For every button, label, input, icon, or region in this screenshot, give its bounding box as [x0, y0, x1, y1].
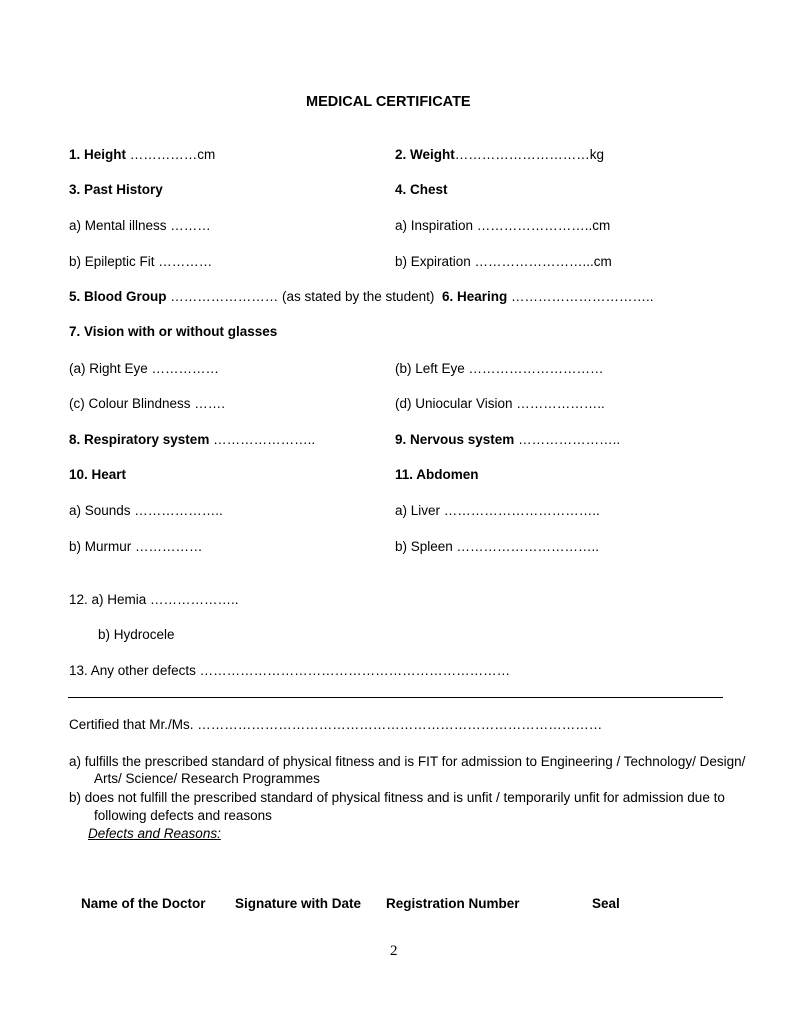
heart-heading: 10. Heart: [69, 467, 127, 482]
other-defects-field: 13. Any other defects ……………………………………………………………: [69, 663, 511, 678]
hearing-label: 6. Hearing: [442, 289, 508, 304]
respiratory-field: [69, 432, 315, 448]
left-eye-field: (b) Left Eye …………………………: [395, 361, 604, 376]
past-history-heading: 3. Past History: [69, 182, 163, 197]
liver-field: a) Liver ……………………………..: [395, 503, 600, 518]
blood-group-blank: …………………… (as stated by the student): [166, 289, 435, 304]
expiration-field: b) Expiration ……………………...cm: [395, 254, 612, 269]
option-b-line1: b) does not fulfill the prescribed standard of physical fitness and is unfit / temporarily unfit for admission due to: [69, 790, 725, 805]
mental-illness-field: a) Mental illness ………: [69, 218, 211, 233]
blood-group-label: 5. Blood Group: [69, 289, 167, 304]
seal-label: Seal: [592, 896, 620, 911]
hemia-field: 12. a) Hemia ………………..: [69, 592, 239, 607]
murmur-field: b) Murmur ……………: [69, 539, 203, 554]
uniocular-vision-field: (d) Uniocular Vision ………………..: [395, 396, 605, 411]
respiratory-blank: …………………..: [209, 432, 316, 447]
nervous-blank: …………………..: [514, 432, 621, 447]
hearing-blank: …………………………..: [507, 289, 654, 304]
page-number: 2: [390, 943, 398, 959]
nervous-field: [395, 432, 620, 448]
hearing-field: [442, 289, 654, 305]
signature-date-label: Signature with Date: [235, 896, 362, 911]
doctor-name-label: Name of the Doctor: [81, 896, 206, 911]
inspiration-field: a) Inspiration ……………………..cm: [395, 218, 611, 233]
spleen-field: b) Spleen …………………………..: [395, 539, 600, 554]
option-b-line2: following defects and reasons: [94, 808, 272, 823]
registration-number-label: Registration Number: [386, 896, 520, 911]
certified-line: Certified that Mr./Ms. ………………………………………………………………………………: [69, 717, 603, 732]
colour-blindness-field: (c) Colour Blindness …….: [69, 396, 226, 411]
hydrocele-field: b) Hydrocele: [98, 627, 175, 642]
blood-group-field: [69, 289, 434, 305]
page-title: MEDICAL CERTIFICATE: [306, 94, 471, 110]
nervous-label: 9. Nervous system: [395, 432, 515, 447]
option-a-line2: Arts/ Science/ Research Programmes: [94, 771, 320, 786]
sounds-field: a) Sounds ………………..: [69, 503, 223, 518]
divider-line: [68, 697, 723, 698]
defects-reasons-label: Defects and Reasons:: [88, 826, 221, 841]
weight-field: [395, 147, 604, 163]
right-eye-field: (a) Right Eye ……………: [69, 361, 220, 376]
epileptic-fit-field: b) Epileptic Fit …………: [69, 254, 213, 269]
height-label: 1. Height: [69, 147, 127, 162]
vision-heading: 7. Vision with or without glasses: [69, 324, 278, 339]
respiratory-label: 8. Respiratory system: [69, 432, 210, 447]
weight-blank: …………………………kg: [454, 147, 605, 162]
chest-heading: 4. Chest: [395, 182, 448, 197]
abdomen-heading: 11. Abdomen: [395, 467, 479, 482]
height-blank: ……………cm: [126, 147, 216, 162]
height-field: [69, 147, 215, 163]
option-a-line1: a) fulfills the prescribed standard of physical fitness and is FIT for admission to Engineering / Technology/ Design/: [69, 754, 746, 769]
weight-label: 2. Weight: [395, 147, 455, 162]
